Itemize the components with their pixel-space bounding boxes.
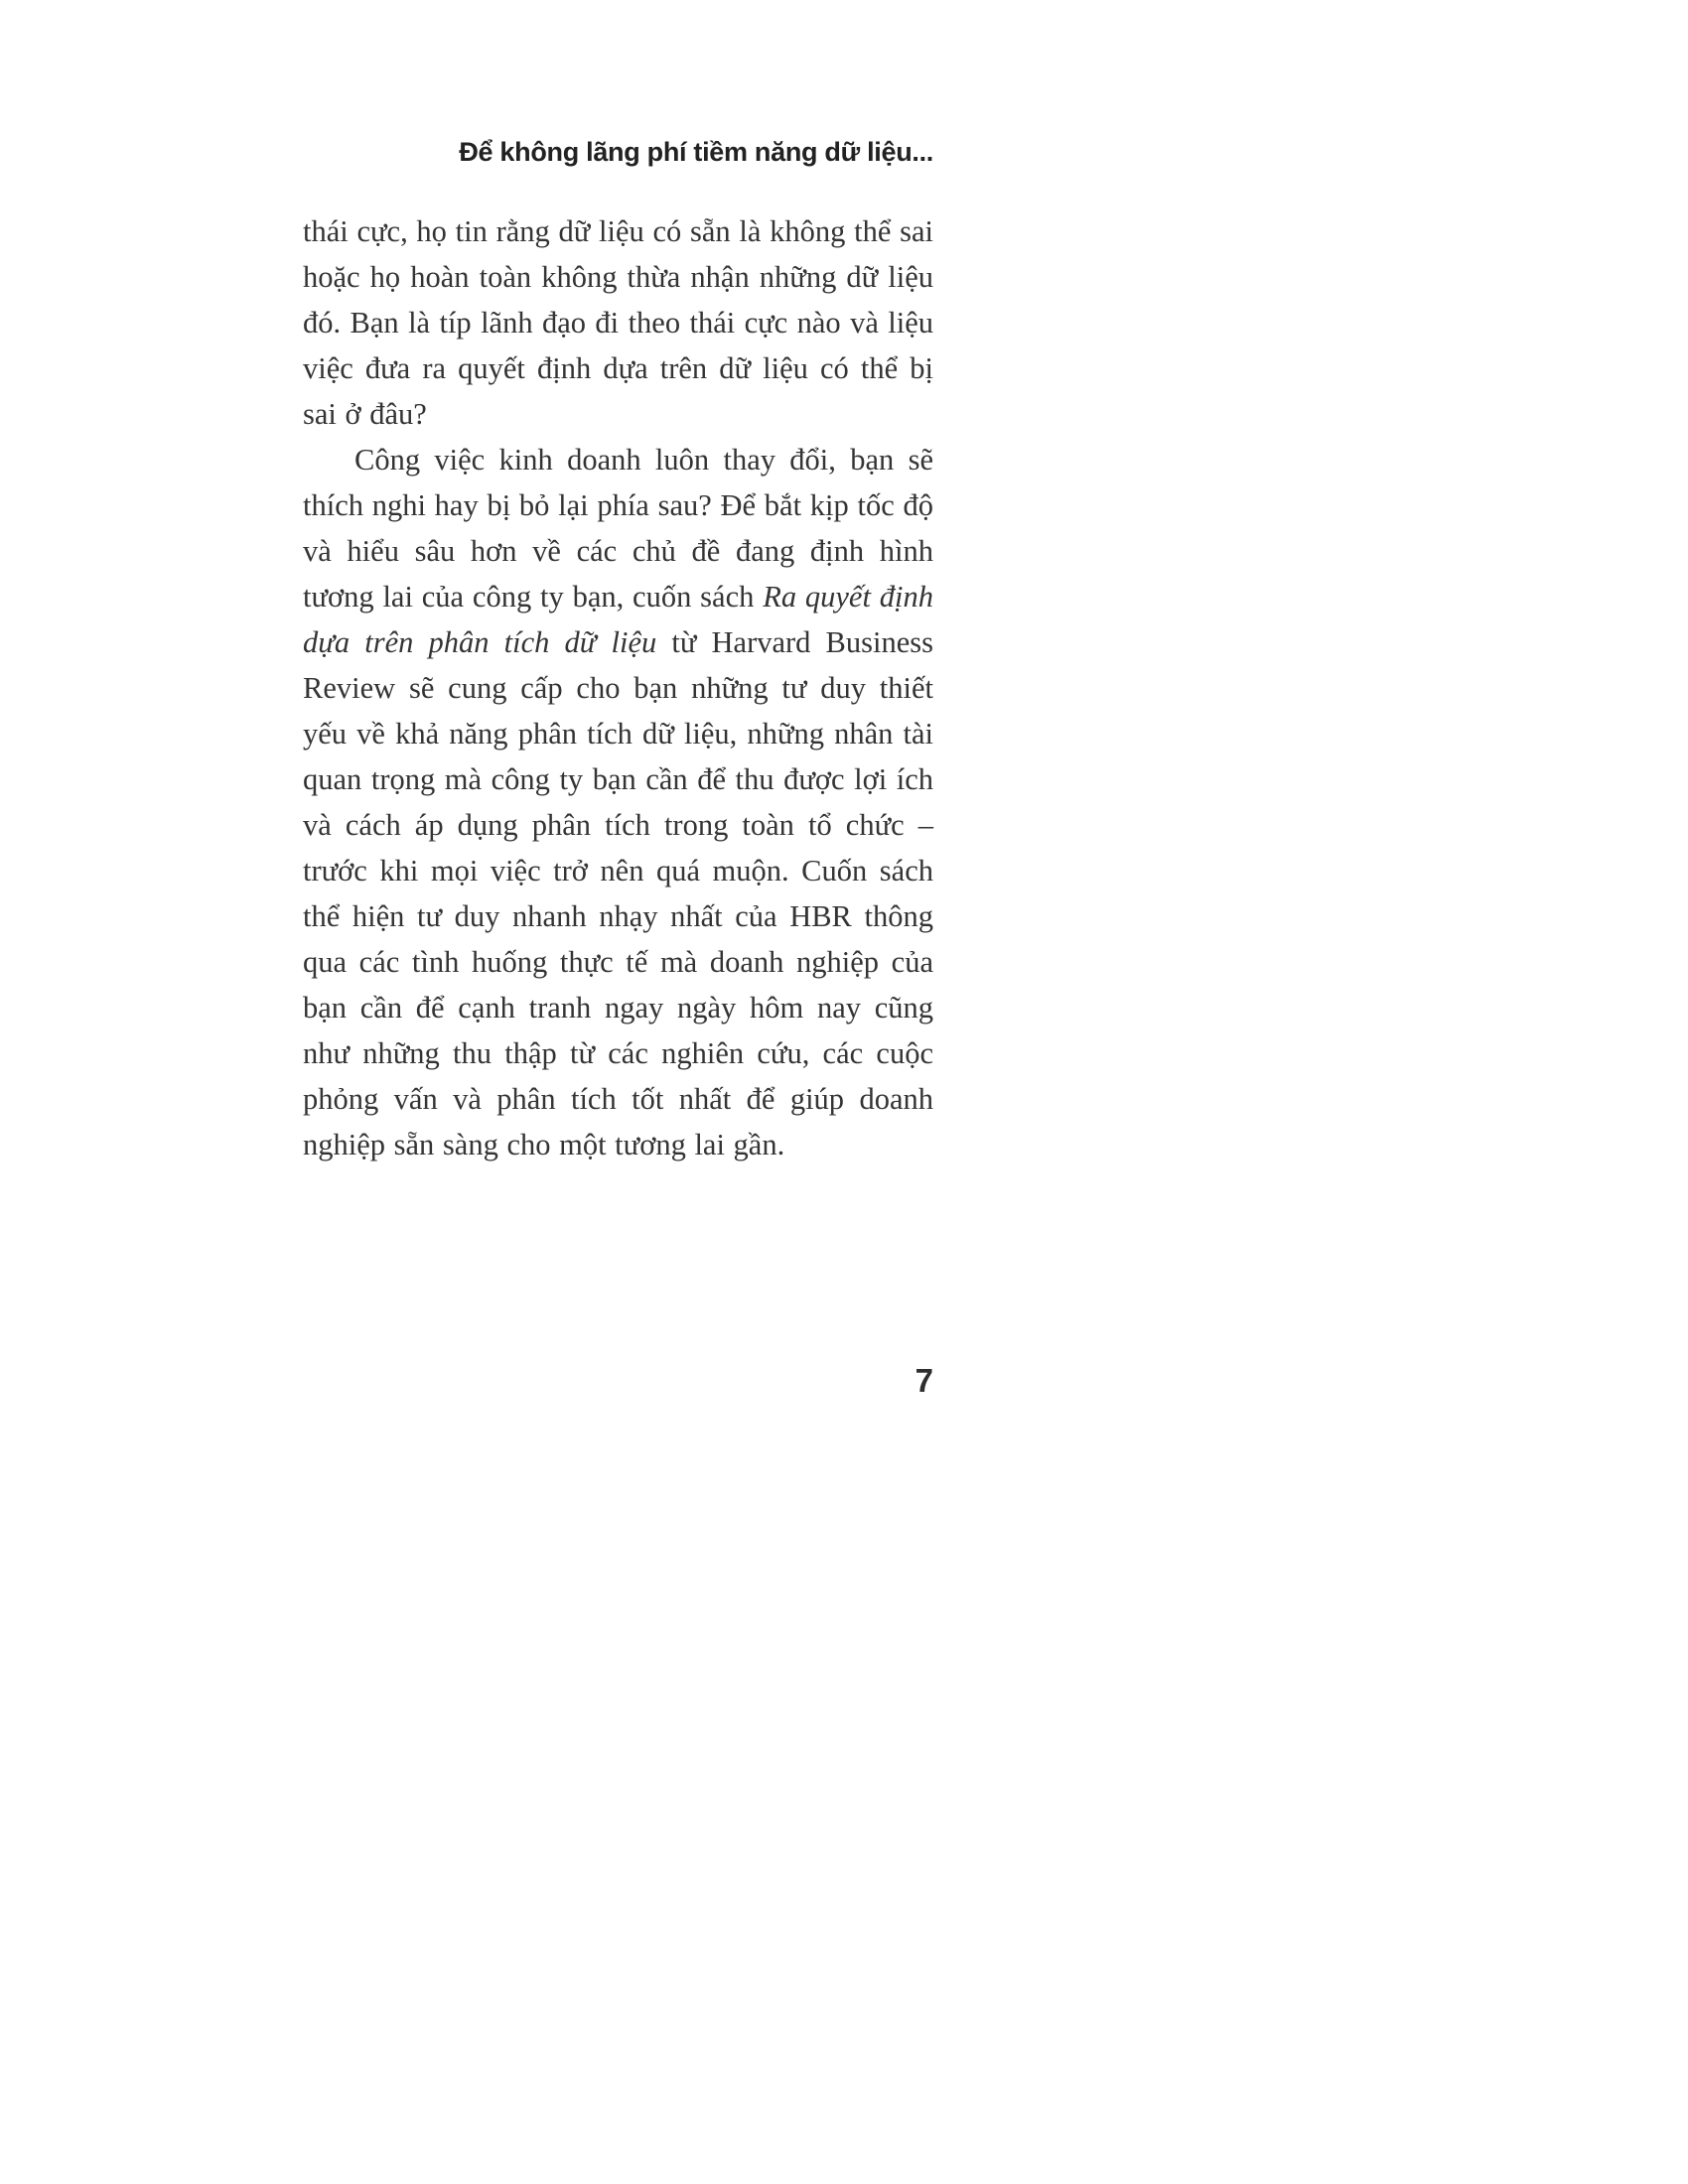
page-number: 7 xyxy=(914,1362,933,1399)
book-title-italic: Ra quyết định dựa trên phân tích dữ liệu xyxy=(303,580,933,659)
running-header: Để không lãng phí tiềm năng dữ liệu... xyxy=(459,137,933,167)
paragraph xyxy=(303,208,933,437)
paragraph xyxy=(303,437,933,1167)
paragraph-segment: Công việc kinh doanh luôn thay đổi, bạn sẽ thích nghi hay bị bỏ lại phía sau? Để bắt kịp tốc độ và hiểu sâu hơn về các chủ đề đang định hình tương lai của công ty bạn, cuốn sách xyxy=(303,443,933,614)
paragraph-segment: từ Harvard Business Review sẽ cung cấp cho bạn những tư duy thiết yếu về khả năng phân tích dữ liệu, những nhân tài quan trọng mà công ty bạn cần để thu được lợi ích và cách áp dụng phân tích trong toàn tổ chức – trước khi mọi việc trở nên quá muộn. Cuốn sách thể hiện tư duy nhanh nhạy nhất của HBR thông qua các tình huống thực tế mà doanh nghiệp của bạn cần để cạnh tranh ngay ngày hôm nay cũng như những thu thập từ các nghiên cứu, các cuộc phỏng vấn và phân tích tốt nhất để giúp doanh nghiệp sẵn sàng cho một tương lai gần. xyxy=(303,625,934,1161)
body-text xyxy=(303,208,933,1167)
paragraph-segment: thái cực, họ tin rằng dữ liệu có sẵn là không thể sai hoặc họ hoàn toàn không thừa nhận những dữ liệu đó. Bạn là típ lãnh đạo đi theo thái cực nào và liệu việc đưa ra quyết định dựa trên dữ liệu có thể bị sai ở đâu? xyxy=(303,214,933,431)
